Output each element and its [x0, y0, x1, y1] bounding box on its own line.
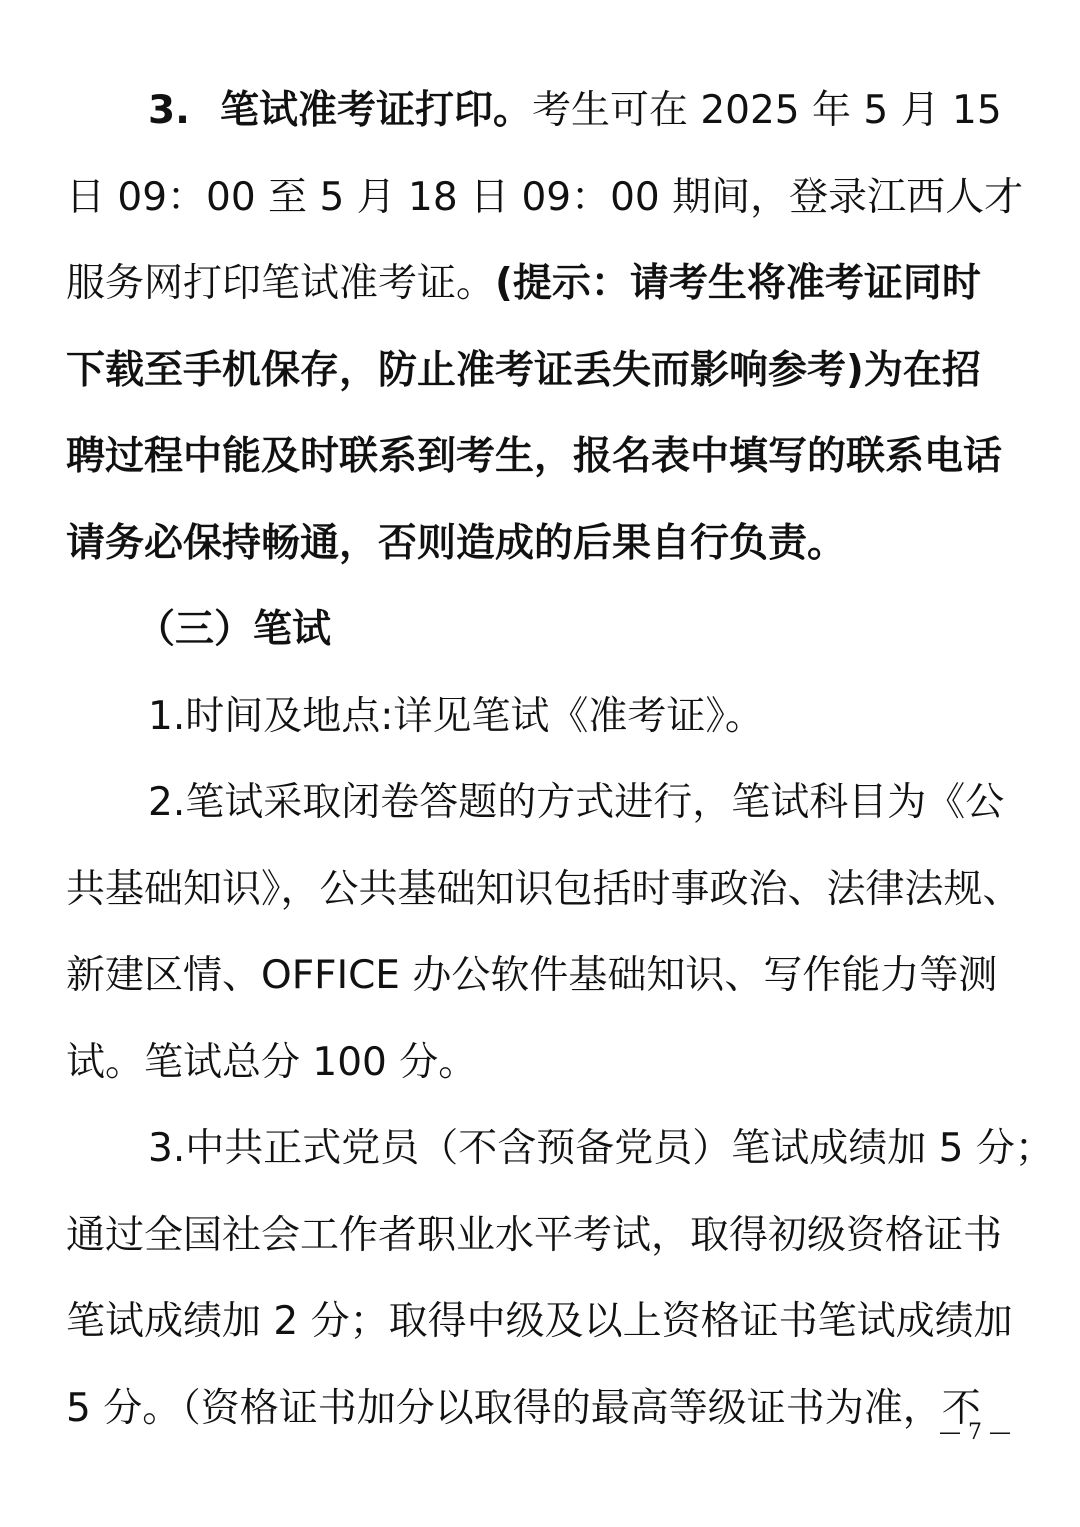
- bold-notice: (提示：请考生将准考证同时: [495, 261, 981, 306]
- paragraph-line: [66, 943, 1016, 1030]
- body-text: 5 分。（资格证书加分以取得的最高等级证书为准，不: [66, 1385, 981, 1431]
- bold-notice: 下载至手机保存，防止准考证丢失而影响参考)为在招: [66, 347, 981, 393]
- body-text: 考生可在 2025 年 5 月 15: [531, 88, 1002, 133]
- paragraph-line: [66, 857, 1022, 944]
- paragraph-line: [66, 424, 1016, 511]
- section-heading: [66, 597, 1016, 684]
- paragraph-line: [66, 1289, 1016, 1376]
- paragraph-line: [66, 338, 1016, 425]
- body-text: 通过全国社会工作者职业水平考试，取得初级资格证书: [66, 1212, 1003, 1258]
- bold-notice: 聘过程中能及时联系到考生，报名表中填写的联系电话: [66, 434, 1003, 479]
- page-number: — 7 —: [939, 1420, 1011, 1445]
- item-heading: 笔试准考证打印。: [219, 88, 532, 133]
- paragraph-line: [66, 511, 1016, 598]
- paragraph-line: [66, 78, 1016, 165]
- body-text: 共基础知识》，公共基础知识包括时事政治、法律法规、: [66, 866, 1022, 912]
- body-text: 1.时间及地点:详见笔试《准考证》。: [148, 693, 764, 739]
- body-text: 日 09：00 至 5 月 18 日 09：00 期间，登录江西人才: [66, 174, 1024, 220]
- paragraph-line: [66, 770, 1016, 857]
- body-text: 服务网打印笔试准考证。: [66, 261, 496, 306]
- document-body: [66, 78, 1054, 1462]
- item-number: 3.: [148, 88, 190, 133]
- paragraph-line: [66, 1376, 1016, 1463]
- paragraph-line: [66, 1116, 1054, 1203]
- body-text: 3.中共正式党员（不含预备党员）笔试成绩加 5 分；: [148, 1126, 1054, 1171]
- body-text: 试。笔试总分 100 分。: [66, 1039, 478, 1085]
- paragraph-line: [66, 165, 1024, 252]
- paragraph-line: [66, 1203, 1016, 1290]
- paragraph-line: [66, 251, 1016, 338]
- paragraph-line: [66, 1030, 1016, 1117]
- paragraph-line: [66, 684, 1016, 771]
- bold-notice: 请务必保持畅通，否则造成的后果自行负责。: [66, 520, 847, 566]
- section-title: （三）笔试: [136, 607, 332, 652]
- body-text: 2.笔试采取闭卷答题的方式进行，笔试科目为《公: [148, 780, 1005, 825]
- body-text: 新建区情、OFFICE 办公软件基础知识、写作能力等测: [66, 953, 998, 998]
- body-text: 笔试成绩加 2 分；取得中级及以上资格证书笔试成绩加: [66, 1299, 1013, 1344]
